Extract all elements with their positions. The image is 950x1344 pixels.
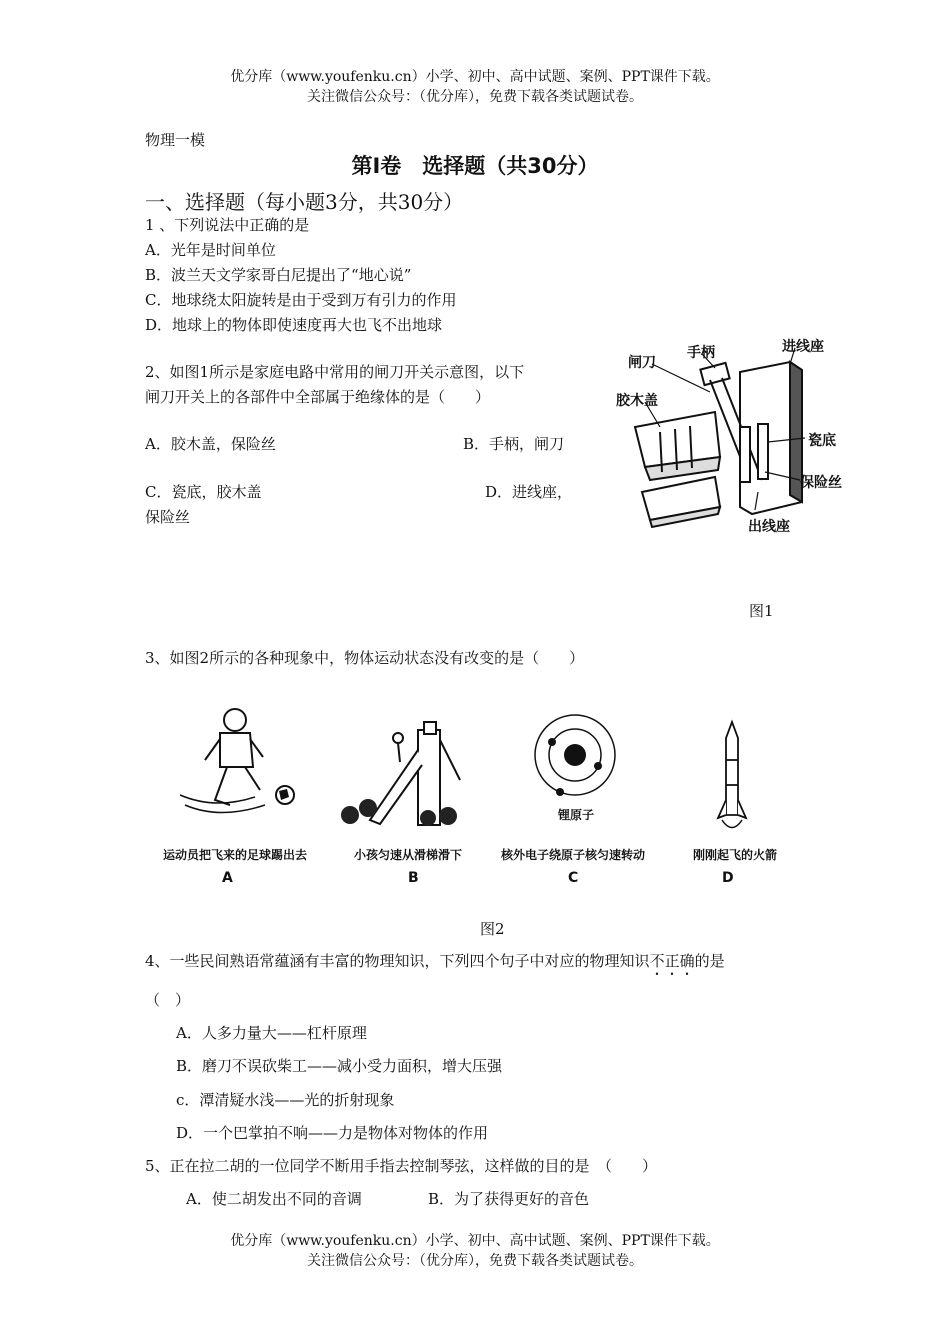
nucleus-icon bbox=[564, 744, 586, 766]
footballer-drawing bbox=[175, 705, 295, 825]
q1-stem: 1 、下列说法中正确的是 bbox=[145, 216, 310, 234]
label-inlet: 进线座 bbox=[782, 339, 824, 355]
q4-option-c: c．潭清疑水浅——光的折射现象 bbox=[176, 1091, 395, 1109]
label-handle: 手柄 bbox=[687, 345, 715, 361]
rocket-drawing bbox=[712, 720, 752, 835]
panel-b-slide bbox=[340, 720, 465, 830]
q1-option-a: A．光年是时间单位 bbox=[145, 241, 276, 259]
q2-option-d-line-1: D．进线座， bbox=[485, 483, 573, 501]
figure-2-caption: 图2 bbox=[480, 920, 505, 938]
panel-c-caption: 核外电子绕原子核匀速转动 bbox=[501, 848, 646, 862]
q4-paren: （ ） bbox=[145, 991, 191, 1009]
q5-option-a: A．使二胡发出不同的音调 bbox=[186, 1190, 362, 1208]
q4-stem bbox=[145, 950, 725, 979]
figure-1-knife-switch bbox=[590, 332, 860, 542]
panel-d-rocket bbox=[712, 720, 752, 835]
q5-stem: 5、正在拉二胡的一位同学不断用手指去控制琴弦，这样做的目的是 （ ） bbox=[145, 1157, 658, 1175]
label-cover: 胶木盖 bbox=[616, 393, 658, 409]
q4-option-a: A．人多力量大——杠杆原理 bbox=[176, 1024, 367, 1042]
q1-option-d: D．地球上的物体即使速度再大也飞不出地球 bbox=[145, 316, 443, 334]
q3-stem: 3、如图2所示的各种现象中，物体运动状态没有改变的是（ ） bbox=[145, 649, 585, 667]
panel-d-letter: D bbox=[722, 870, 734, 886]
q1-option-c: C．地球绕太阳旋转是由于受到万有引力的作用 bbox=[145, 291, 457, 309]
label-fuse: 保险丝 bbox=[800, 475, 842, 491]
header-line-2: 关注微信公众号：（优分库），免费下载各类试题试卷。 bbox=[307, 89, 643, 105]
panel-d-caption: 刚刚起飞的火箭 bbox=[693, 848, 778, 862]
volume-title: 第Ⅰ卷 选择题（共30分） bbox=[351, 154, 599, 178]
q2-option-d-line-2: 保险丝 bbox=[145, 508, 191, 526]
q4-option-d: D．一个巴掌拍不响——力是物体对物体的作用 bbox=[176, 1124, 489, 1142]
q5-option-b: B．为了获得更好的音色 bbox=[428, 1190, 590, 1208]
label-outlet: 出线座 bbox=[748, 519, 790, 535]
panel-c-atom bbox=[530, 710, 620, 822]
footer-line-2: 关注微信公众号：（优分库），免费下载各类试题试卷。 bbox=[307, 1253, 643, 1269]
q1-option-b: B．波兰天文学家哥白尼提出了“地心说” bbox=[145, 266, 412, 284]
q2-option-a: A．胶木盖，保险丝 bbox=[145, 435, 276, 453]
section-title: 一、选择题（每小题3分，共30分） bbox=[145, 190, 464, 214]
atom-label: 锂原子 bbox=[558, 808, 595, 822]
q2-option-b: B．手柄，闸刀 bbox=[463, 435, 565, 453]
q4-stem-post: 的是 bbox=[694, 952, 725, 970]
q4-stem-emphasis: 不正确 bbox=[649, 952, 695, 970]
panel-b-caption: 小孩匀速从滑梯滑下 bbox=[354, 848, 463, 862]
label-porcelain: 瓷底 bbox=[808, 433, 836, 449]
q2-stem-line-1: 2、如图1所示是家庭电路中常用的闸刀开关示意图，以下 bbox=[145, 363, 525, 381]
slide-drawing bbox=[340, 720, 465, 830]
q2-stem-line-2: 闸刀开关上的各部件中全部属于绝缘体的是（ ） bbox=[145, 388, 491, 406]
q4-option-b: B．磨刀不误砍柴工——减小受力面积，增大压强 bbox=[176, 1057, 503, 1075]
q4-stem-pre: 4、一些民间熟语常蕴涵有丰富的物理知识，下列四个句子中对应的物理知识 bbox=[145, 952, 650, 970]
panel-a-football bbox=[175, 705, 295, 825]
panel-b-letter: B bbox=[408, 870, 419, 886]
subject-label: 物理一模 bbox=[145, 131, 206, 149]
q2-option-c: C．瓷底，胶木盖 bbox=[145, 483, 262, 501]
footer-line-1: 优分库（www.youfenku.cn）小学、初中、高中试题、案例、PPT课件下载。 bbox=[230, 1233, 720, 1249]
figure-1-caption: 图1 bbox=[749, 602, 774, 620]
panel-c-letter: C bbox=[568, 870, 579, 886]
panel-a-caption: 运动员把飞来的足球踢出去 bbox=[163, 848, 308, 862]
panel-a-letter: A bbox=[222, 870, 233, 886]
atom-drawing bbox=[530, 710, 620, 800]
label-blade: 闸刀 bbox=[628, 355, 656, 371]
header-line-1: 优分库（www.youfenku.cn）小学、初中、高中试题、案例、PPT课件下载。 bbox=[230, 69, 720, 85]
